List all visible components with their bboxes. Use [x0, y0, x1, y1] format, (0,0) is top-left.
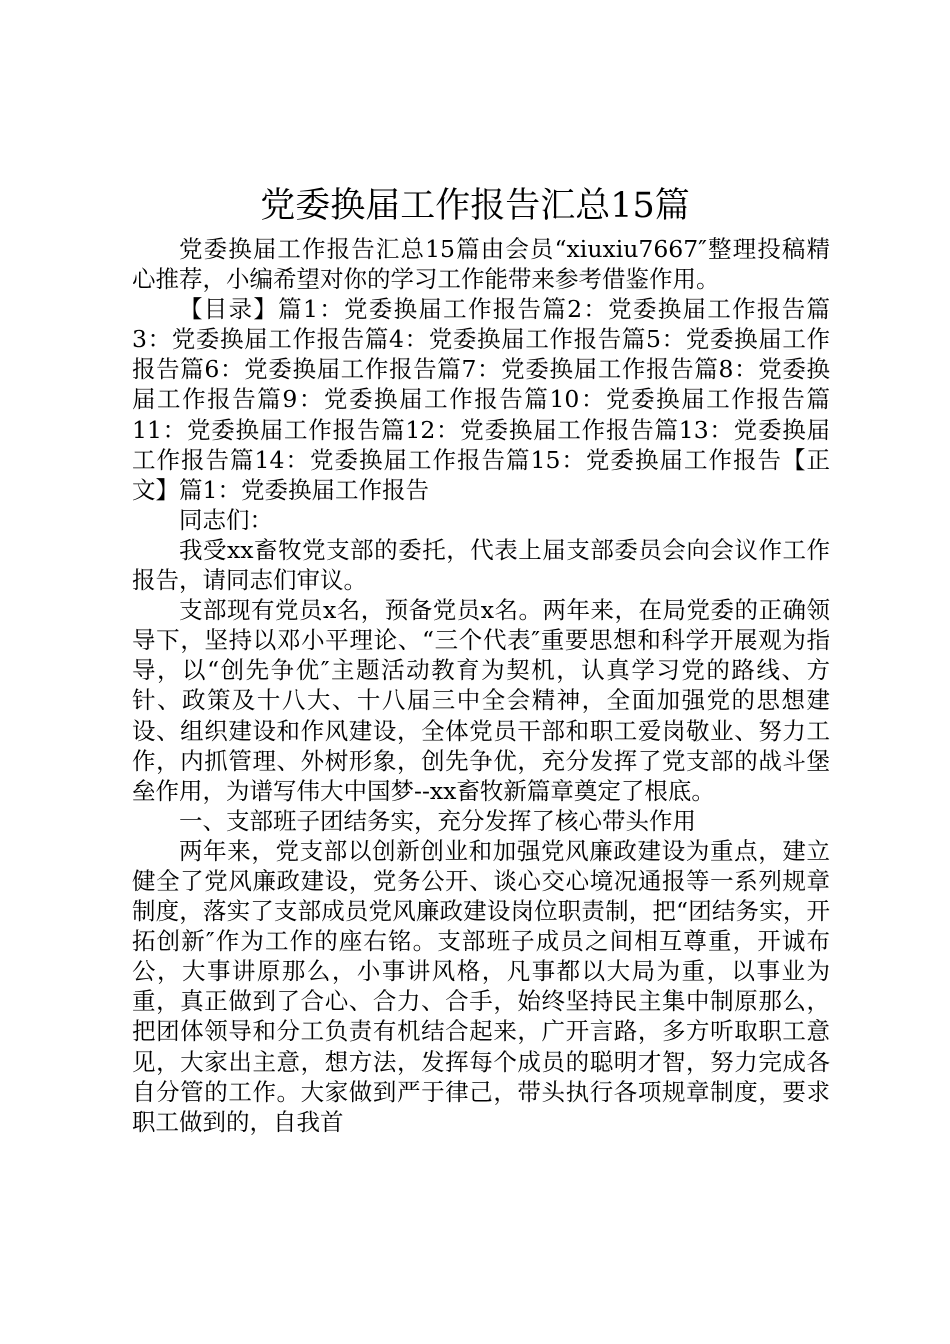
- salutation-paragraph: 同志们：: [179, 505, 273, 534]
- body-paragraph: 两年来，党支部以创新创业和加强党风廉政建设为重点，建立健全了党风廉政建设，党务公开、谈心交心境况通报等一系列规章制度，落实了支部成员党风廉政建设岗位职责制，把“团结务实，开拓创新″作为工作的座右铭。支部班子成员之间相互尊重，开诚布公，大事讲原那么，小事讲风格，凡事都以大局为重，以事业为重，真正做到了合心、合力、合手，始终坚持民主集中制原那么，把团体领导和分工负责有机结合起来，广开言路，多方听取职工意见，大家出主意，想方法，发挥每个成员的聪明才智，努力完成各自分管的工作。大家做到严于律己，带头执行各项规章制度，要求职工做到的，自我首: [132, 836, 830, 1136]
- document-body: [132, 234, 830, 1137]
- section-heading: 一、支部班子团结务实，充分发挥了核心带头作用: [179, 806, 696, 835]
- document-title: 党委换届工作报告汇总15篇: [260, 186, 690, 226]
- table-of-contents-paragraph: 【目录】篇1：党委换届工作报告篇2：党委换届工作报告篇3：党委换届工作报告篇4：党委换届工作报告篇5：党委换届工作报告篇6：党委换届工作报告篇7：党委换届工作报告篇8：党委换届工作报告篇9：党委换届工作报告篇10：党委换届工作报告篇11：党委换届工作报告篇12：党委换届工作报告篇13：党委换届工作报告篇14：党委换届工作报告篇15：党委换届工作报告【正文】篇1：党委换届工作报告: [132, 295, 830, 504]
- intro-paragraph: 党委换届工作报告汇总15篇由会员“xiuxiu7667″整理投稿精心推荐，小编希望对你的学习工作能带来参考借鉴作用。: [132, 235, 830, 294]
- body-paragraph: 我受xx畜牧党支部的委托，代表上届支部委员会向会议作工作报告，请同志们审议。: [132, 535, 830, 595]
- body-paragraph: 支部现有党员x名，预备党员x名。两年来，在局党委的正确领导下，坚持以邓小平理论、“三个代表″重要思想和科学开展观为指导，以“创先争优″主题活动教育为契机，认真学习党的路线、方针、政策及十八大、十八届三中全会精神，全面加强党的思想建设、组织建设和作风建设，全体党员干部和职工爱岗敬业、努力工作，内抓管理、外树形象，创先争优，充分发挥了党支部的战斗堡垒作用，为谱写伟大中国梦--xx畜牧新篇章奠定了根底。: [132, 596, 830, 805]
